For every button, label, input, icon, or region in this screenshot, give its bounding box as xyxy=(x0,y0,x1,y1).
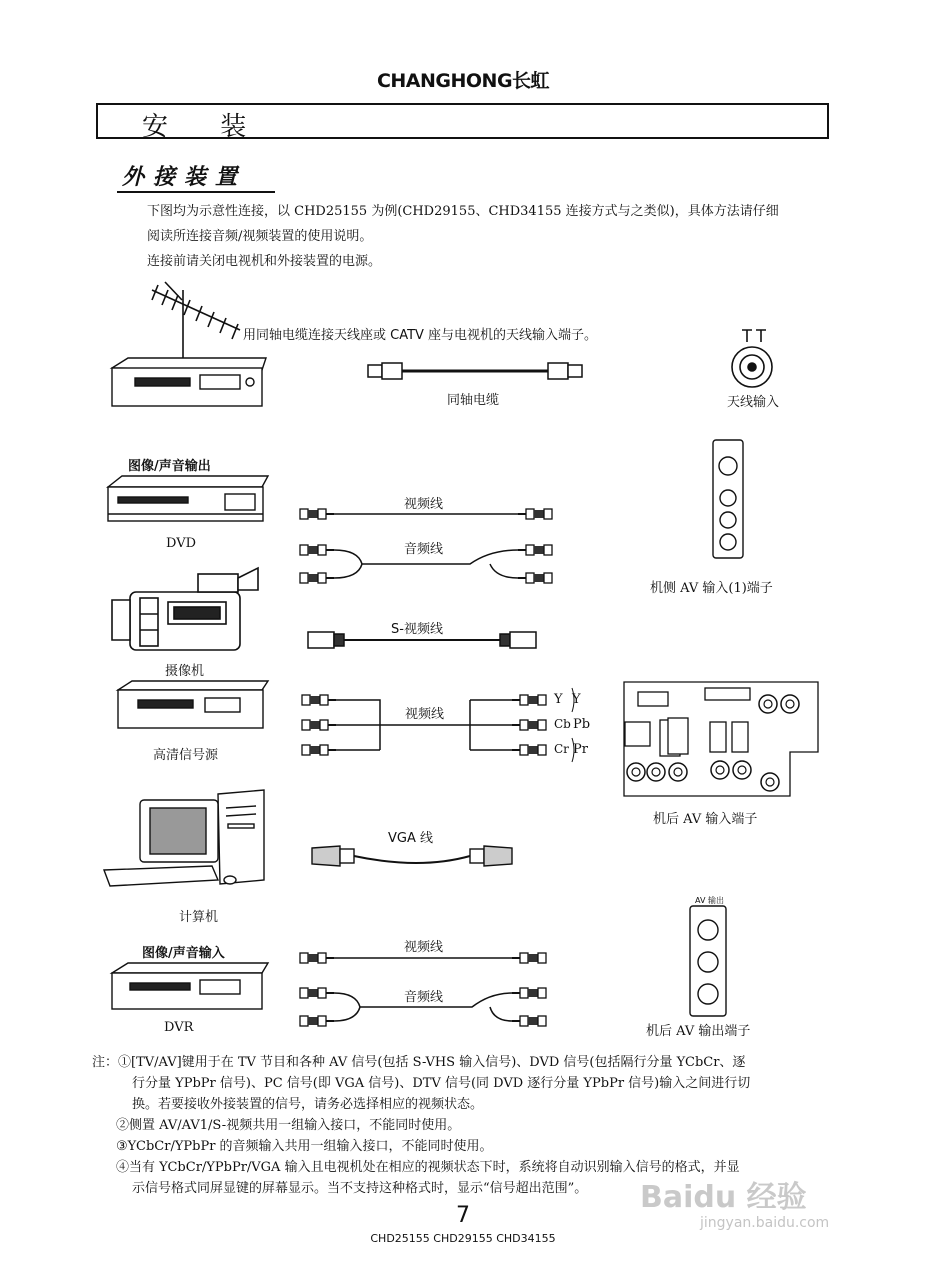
antenna-port-icon xyxy=(732,330,772,387)
side-av-panel-icon xyxy=(713,440,743,558)
hd-source-label: 高清信号源 xyxy=(153,748,219,763)
computer-icon xyxy=(104,790,264,886)
antenna-instruction: 用同轴电缆连接天线座或 CATV 座与电视机的天线输入端子。 xyxy=(243,328,598,343)
antenna-port-label: 天线输入 xyxy=(727,395,780,410)
camcorder-label: 摄像机 xyxy=(165,664,205,679)
audio-cable-label: 音频线 xyxy=(404,542,444,557)
page-number: 7 xyxy=(456,1203,470,1228)
camcorder-icon xyxy=(112,568,258,650)
model-numbers: CHD25155 CHD29155 CHD34155 xyxy=(370,1232,556,1245)
section-title: 外接装置 xyxy=(122,165,247,190)
computer-label: 计算机 xyxy=(179,910,219,925)
brand-logo: CHANGHONG长虹 xyxy=(376,70,550,92)
note-line-6: ④当有 YCbCr/YPbPr/VGA 输入且电视机处在相应的视频状态下时，系统将自动识别输入信号的格式，并显 xyxy=(116,1160,740,1175)
dvd-heading: 图像/声音输出 xyxy=(128,459,211,474)
note-line-5: ③YCbCr/YPbPr 的音频输入共用一组输入接口，不能同时使用。 xyxy=(116,1139,493,1154)
rear-av-out-panel-icon xyxy=(690,906,726,1016)
dvr-label: DVR xyxy=(164,1020,194,1035)
component-pb-label: Pb xyxy=(573,717,591,732)
av-out-tag: AV 输出 xyxy=(695,896,724,905)
component-cable-label: 视频线 xyxy=(405,707,445,722)
page-title: 安 装 xyxy=(142,112,269,142)
component-cb-label: Cb xyxy=(554,717,571,731)
note-line-3: 换。若要接收外接装置的信号，请务必选择相应的视频状态。 xyxy=(132,1097,484,1112)
vga-cable-label: VGA 线 xyxy=(388,831,433,846)
antenna-icon xyxy=(152,282,240,360)
coax-cable-label: 同轴电缆 xyxy=(447,393,500,408)
video-out-cable-label: 视频线 xyxy=(404,940,444,955)
watermark-logo: Baidu 经验 xyxy=(640,1180,807,1215)
video-cable-label: 视频线 xyxy=(404,497,444,512)
component-pr-label: Pr xyxy=(573,742,588,757)
hd-source-icon xyxy=(118,681,268,728)
intro-line-2: 阅读所连接音频/视频装置的使用说明。 xyxy=(147,229,373,244)
rear-av-out-port-label: 机后 AV 输出端子 xyxy=(646,1024,751,1039)
rear-av-port-label: 机后 AV 输入端子 xyxy=(653,812,758,827)
dvr-icon xyxy=(112,963,268,1009)
side-av-port-label: 机侧 AV 输入(1)端子 xyxy=(650,581,773,596)
component-cr-label: Cr xyxy=(554,742,569,756)
component-y-alt-label: Y xyxy=(572,692,581,707)
note-line-2: 行分量 YPbPr 信号)、PC 信号(即 VGA 信号)、DTV 信号(同 DVD 逐行分量 YPbPr 信号)输入之间进行切 xyxy=(132,1076,751,1091)
vcr-icon xyxy=(112,358,266,406)
dvd-player-icon xyxy=(108,476,268,521)
dvr-heading: 图像/声音输入 xyxy=(142,946,225,961)
note-line-1: 注：①[TV/AV]键用于在 TV 节目和各种 AV 信号(包括 S-VHS 输入信号)、DVD 信号(包括隔行分量 YCbCr、逐 xyxy=(92,1055,746,1070)
audio-out-cable-label: 音频线 xyxy=(404,990,444,1005)
note-line-7: 示信号格式同屏显键的屏幕显示。当不支持这种格式时，显示“信号超出范围”。 xyxy=(132,1181,588,1196)
coax-cable-icon xyxy=(368,363,582,379)
component-y-label: Y xyxy=(554,692,563,707)
dvd-label: DVD xyxy=(166,536,197,551)
watermark-url: jingyan.baidu.com xyxy=(700,1215,830,1231)
note-line-4: ②侧置 AV/AV1/S-视频共用一组输入接口，不能同时使用。 xyxy=(116,1118,461,1133)
vga-cable-icon xyxy=(312,846,512,866)
svideo-cable-label: S-视频线 xyxy=(391,622,443,637)
intro-line-3: 连接前请关闭电视机和外接装置的电源。 xyxy=(147,254,382,269)
intro-line-1: 下图均为示意性连接，以 CHD25155 为例(CHD29155、CHD34155 连接方式与之类似)，具体方法请仔细 xyxy=(147,204,779,219)
